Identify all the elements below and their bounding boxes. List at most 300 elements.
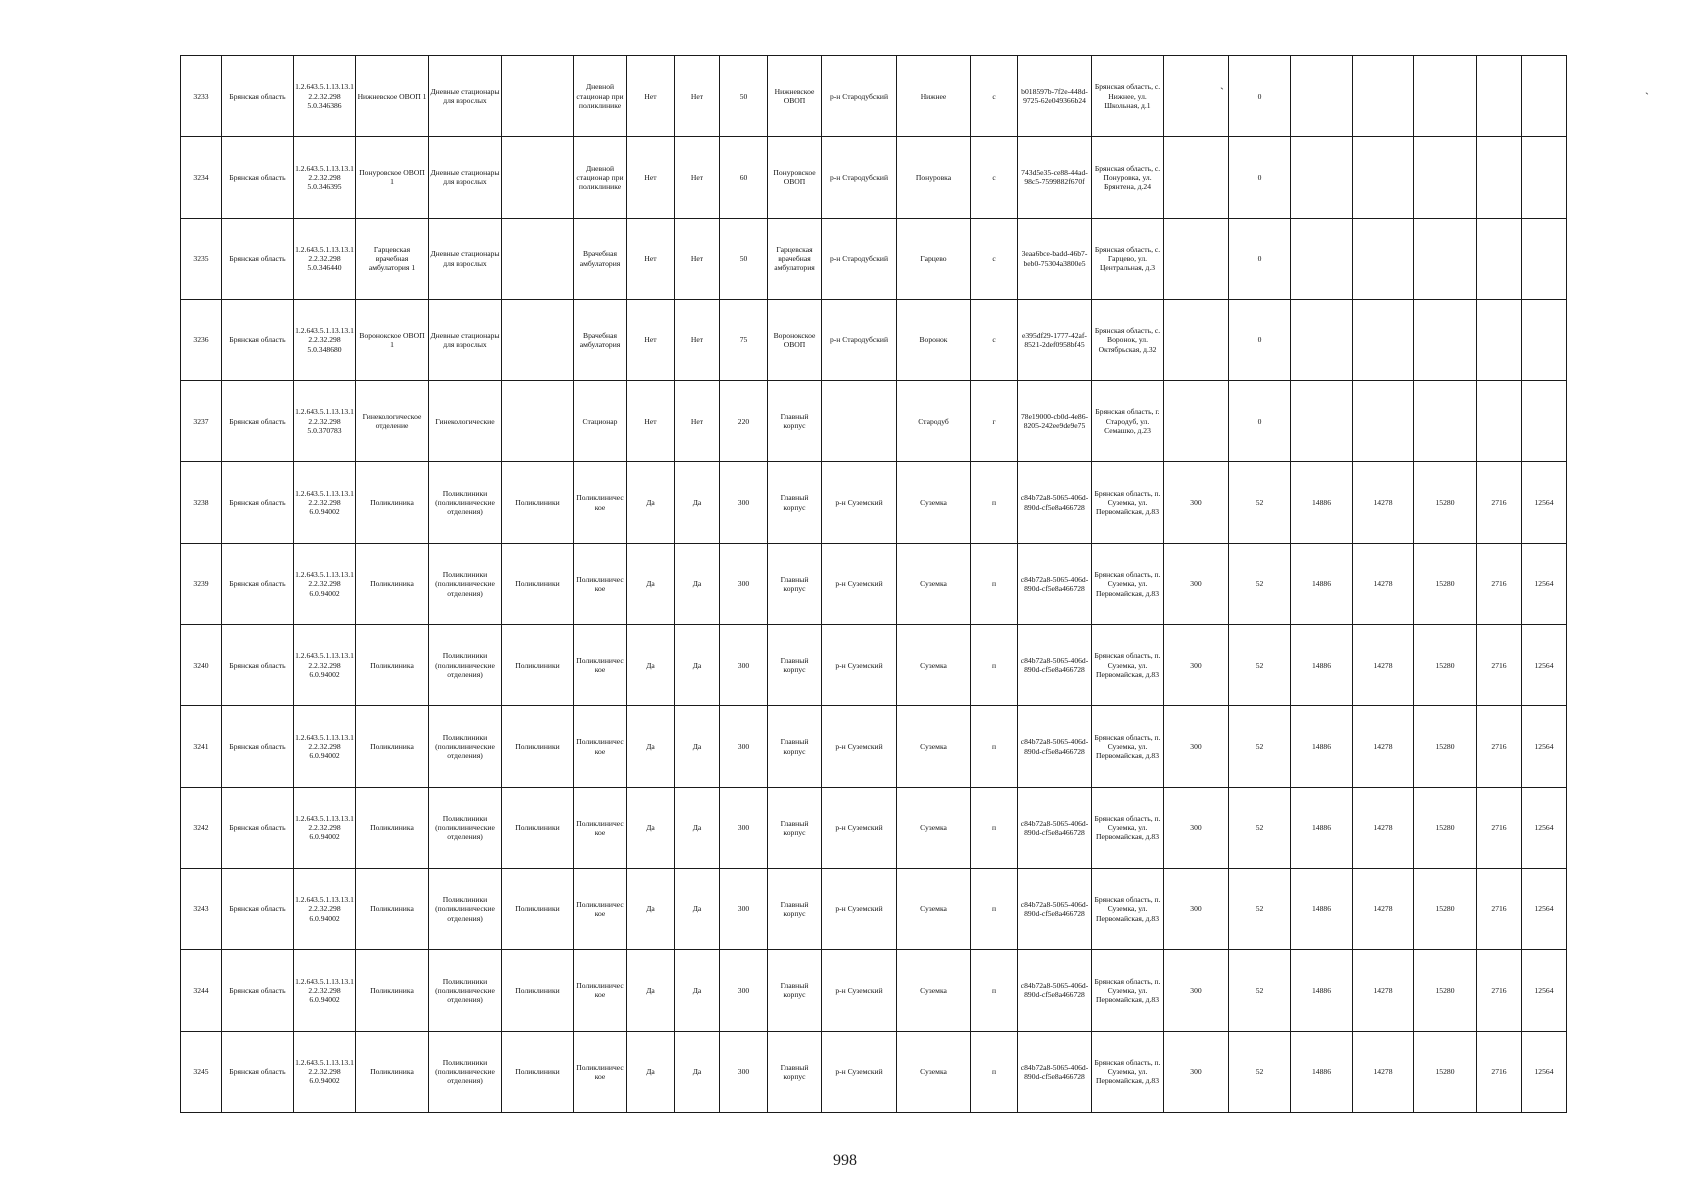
- oid-cell: 1.2.643.5.1.13.13.12.2.32.298 6.0.94002: [294, 706, 356, 787]
- guid-cell: c84b72a8-5065-406d-890d-cf5e8a466728: [1018, 1031, 1092, 1112]
- address-cell: Брянская область, п. Суземка, ул. Первомайская, д.83: [1092, 868, 1164, 949]
- locality-type-cell: п: [971, 787, 1018, 868]
- address-cell: Брянская область, г. Стародуб, ул. Семашко, д.23: [1092, 381, 1164, 462]
- organization-cell: Поликлиника: [356, 543, 429, 624]
- value-6-cell: [1477, 299, 1522, 380]
- value-2-cell: 52: [1229, 950, 1291, 1031]
- address-cell: Брянская область, п. Суземка, ул. Первомайская, д.83: [1092, 625, 1164, 706]
- value-4-cell: 14278: [1353, 625, 1414, 706]
- page-number: 998: [833, 1152, 857, 1169]
- value-3-cell: [1291, 137, 1353, 218]
- unit-kind-cell: Врачебная амбулатория: [574, 218, 627, 299]
- guid-cell: c84b72a8-5065-406d-890d-cf5e8a466728: [1018, 787, 1092, 868]
- value-1-cell: [1164, 137, 1229, 218]
- subdivision-cell: Поликлиники: [502, 543, 574, 624]
- value-6-cell: 2716: [1477, 706, 1522, 787]
- guid-cell: e395df29-1777-42af-8521-2def0958bf45: [1018, 299, 1092, 380]
- bed-profile-cell: Поликлиники (поликлинические отделения): [429, 868, 502, 949]
- value-6-cell: [1477, 218, 1522, 299]
- district-cell: р-н Суземский: [822, 868, 897, 949]
- flag-1-cell: Нет: [627, 137, 675, 218]
- locality-type-cell: п: [971, 868, 1018, 949]
- unit-kind-cell: Поликлиническое: [574, 950, 627, 1031]
- value-3-cell: 14886: [1291, 950, 1353, 1031]
- flag-2-cell: Да: [675, 543, 720, 624]
- region-cell: Брянская область: [222, 787, 294, 868]
- table-row: [181, 137, 1567, 218]
- guid-cell: c84b72a8-5065-406d-890d-cf5e8a466728: [1018, 625, 1092, 706]
- subdivision-cell: [502, 137, 574, 218]
- locality-type-cell: п: [971, 543, 1018, 624]
- value-7-cell: [1522, 137, 1567, 218]
- subdivision-cell: [502, 218, 574, 299]
- flag-2-cell: Нет: [675, 137, 720, 218]
- locality-cell: Стародуб: [897, 381, 971, 462]
- value-5-cell: 15280: [1414, 787, 1477, 868]
- oid-cell: 1.2.643.5.1.13.13.12.2.32.298 5.0.348680: [294, 299, 356, 380]
- flag-1-cell: Да: [627, 950, 675, 1031]
- value-1-cell: [1164, 381, 1229, 462]
- row-number-cell: 3244: [181, 950, 222, 1031]
- flag-2-cell: Да: [675, 787, 720, 868]
- unit-kind-cell: Поликлиническое: [574, 625, 627, 706]
- guid-cell: c84b72a8-5065-406d-890d-cf5e8a466728: [1018, 868, 1092, 949]
- unit-kind-cell: Поликлиническое: [574, 868, 627, 949]
- bed-profile-cell: Поликлиники (поликлинические отделения): [429, 950, 502, 1031]
- value-2-cell: 0: [1229, 218, 1291, 299]
- value-2-cell: 52: [1229, 868, 1291, 949]
- locality-cell: Суземка: [897, 706, 971, 787]
- capacity-cell: 300: [720, 1031, 768, 1112]
- value-4-cell: 14278: [1353, 787, 1414, 868]
- value-1-cell: 300: [1164, 462, 1229, 543]
- district-cell: р-н Суземский: [822, 625, 897, 706]
- oid-cell: 1.2.643.5.1.13.13.12.2.32.298 5.0.346386: [294, 56, 356, 137]
- district-cell: р-н Суземский: [822, 462, 897, 543]
- value-5-cell: [1414, 299, 1477, 380]
- region-cell: Брянская область: [222, 381, 294, 462]
- building-cell: Главный корпус: [768, 543, 822, 624]
- value-4-cell: 14278: [1353, 868, 1414, 949]
- locality-cell: Понуровка: [897, 137, 971, 218]
- oid-cell: 1.2.643.5.1.13.13.12.2.32.298 6.0.94002: [294, 1031, 356, 1112]
- bed-profile-cell: Дневные стационары для взрослых: [429, 56, 502, 137]
- scan-mark: `: [1220, 85, 1224, 99]
- district-cell: р-н Суземский: [822, 1031, 897, 1112]
- organization-cell: Поликлиника: [356, 950, 429, 1031]
- region-cell: Брянская область: [222, 868, 294, 949]
- locality-cell: Суземка: [897, 868, 971, 949]
- value-5-cell: [1414, 218, 1477, 299]
- bed-profile-cell: Поликлиники (поликлинические отделения): [429, 706, 502, 787]
- address-cell: Брянская область, с. Нижнее, ул. Школьная, д.1: [1092, 56, 1164, 137]
- district-cell: р-н Стародубский: [822, 137, 897, 218]
- district-cell: р-н Суземский: [822, 950, 897, 1031]
- table-row: [181, 706, 1567, 787]
- flag-2-cell: Нет: [675, 381, 720, 462]
- registry-table-body: [181, 56, 1567, 1113]
- flag-1-cell: Нет: [627, 218, 675, 299]
- value-2-cell: 52: [1229, 543, 1291, 624]
- value-5-cell: 15280: [1414, 462, 1477, 543]
- value-5-cell: 15280: [1414, 1031, 1477, 1112]
- guid-cell: 743d5e35-ce88-44ad-98c5-7599882f670f: [1018, 137, 1092, 218]
- value-1-cell: [1164, 299, 1229, 380]
- flag-2-cell: Нет: [675, 218, 720, 299]
- flag-2-cell: Да: [675, 625, 720, 706]
- capacity-cell: 300: [720, 787, 768, 868]
- oid-cell: 1.2.643.5.1.13.13.12.2.32.298 5.0.346395: [294, 137, 356, 218]
- flag-2-cell: Да: [675, 706, 720, 787]
- value-7-cell: 12564: [1522, 950, 1567, 1031]
- value-6-cell: 2716: [1477, 868, 1522, 949]
- capacity-cell: 300: [720, 950, 768, 1031]
- row-number-cell: 3234: [181, 137, 222, 218]
- value-7-cell: [1522, 218, 1567, 299]
- capacity-cell: 300: [720, 462, 768, 543]
- table-row: [181, 56, 1567, 137]
- subdivision-cell: Поликлиники: [502, 706, 574, 787]
- unit-kind-cell: Поликлиническое: [574, 462, 627, 543]
- subdivision-cell: Поликлиники: [502, 787, 574, 868]
- table-row: [181, 218, 1567, 299]
- bed-profile-cell: Поликлиники (поликлинические отделения): [429, 462, 502, 543]
- row-number-cell: 3235: [181, 218, 222, 299]
- row-number-cell: 3241: [181, 706, 222, 787]
- bed-profile-cell: Поликлиники (поликлинические отделения): [429, 787, 502, 868]
- capacity-cell: 50: [720, 218, 768, 299]
- table-row: [181, 462, 1567, 543]
- row-number-cell: 3240: [181, 625, 222, 706]
- district-cell: р-н Суземский: [822, 706, 897, 787]
- value-2-cell: 0: [1229, 56, 1291, 137]
- flag-1-cell: Да: [627, 625, 675, 706]
- guid-cell: c84b72a8-5065-406d-890d-cf5e8a466728: [1018, 543, 1092, 624]
- address-cell: Брянская область, с. Воронок, ул. Октябрьская, д.32: [1092, 299, 1164, 380]
- subdivision-cell: [502, 56, 574, 137]
- value-6-cell: [1477, 56, 1522, 137]
- organization-cell: Гарцевская врачебная амбулатория 1: [356, 218, 429, 299]
- table-row: [181, 1031, 1567, 1112]
- locality-cell: Суземка: [897, 462, 971, 543]
- value-5-cell: 15280: [1414, 868, 1477, 949]
- value-2-cell: 52: [1229, 1031, 1291, 1112]
- value-3-cell: 14886: [1291, 543, 1353, 624]
- value-1-cell: 300: [1164, 625, 1229, 706]
- flag-2-cell: Да: [675, 1031, 720, 1112]
- address-cell: Брянская область, п. Суземка, ул. Первомайская, д.83: [1092, 543, 1164, 624]
- unit-kind-cell: Поликлиническое: [574, 706, 627, 787]
- district-cell: р-н Стародубский: [822, 56, 897, 137]
- address-cell: Брянская область, п. Суземка, ул. Первомайская, д.83: [1092, 950, 1164, 1031]
- unit-kind-cell: Поликлиническое: [574, 543, 627, 624]
- organization-cell: Поликлиника: [356, 706, 429, 787]
- district-cell: р-н Суземский: [822, 787, 897, 868]
- organization-cell: Поликлиника: [356, 1031, 429, 1112]
- value-7-cell: 12564: [1522, 1031, 1567, 1112]
- building-cell: Главный корпус: [768, 462, 822, 543]
- value-3-cell: 14886: [1291, 706, 1353, 787]
- region-cell: Брянская область: [222, 56, 294, 137]
- oid-cell: 1.2.643.5.1.13.13.12.2.32.298 6.0.94002: [294, 950, 356, 1031]
- table-row: [181, 950, 1567, 1031]
- address-cell: Брянская область, п. Суземка, ул. Первомайская, д.83: [1092, 462, 1164, 543]
- flag-2-cell: Нет: [675, 299, 720, 380]
- value-3-cell: 14886: [1291, 868, 1353, 949]
- value-1-cell: [1164, 56, 1229, 137]
- value-2-cell: 52: [1229, 625, 1291, 706]
- locality-cell: Суземка: [897, 950, 971, 1031]
- guid-cell: 3eaa6bce-badd-46b7-beb0-75304a3800e5: [1018, 218, 1092, 299]
- value-7-cell: 12564: [1522, 462, 1567, 543]
- value-4-cell: [1353, 56, 1414, 137]
- region-cell: Брянская область: [222, 625, 294, 706]
- value-7-cell: [1522, 381, 1567, 462]
- flag-1-cell: Да: [627, 462, 675, 543]
- value-1-cell: 300: [1164, 543, 1229, 624]
- value-4-cell: 14278: [1353, 543, 1414, 624]
- flag-1-cell: Да: [627, 868, 675, 949]
- locality-cell: Суземка: [897, 625, 971, 706]
- building-cell: Главный корпус: [768, 625, 822, 706]
- value-2-cell: 0: [1229, 381, 1291, 462]
- value-4-cell: [1353, 299, 1414, 380]
- row-number-cell: 3242: [181, 787, 222, 868]
- subdivision-cell: Поликлиники: [502, 1031, 574, 1112]
- address-cell: Брянская область, с. Гарцево, ул. Центральная, д.3: [1092, 218, 1164, 299]
- value-4-cell: 14278: [1353, 1031, 1414, 1112]
- value-7-cell: 12564: [1522, 625, 1567, 706]
- oid-cell: 1.2.643.5.1.13.13.12.2.32.298 5.0.346440: [294, 218, 356, 299]
- bed-profile-cell: Гинекологические: [429, 381, 502, 462]
- locality-type-cell: п: [971, 462, 1018, 543]
- value-5-cell: 15280: [1414, 625, 1477, 706]
- capacity-cell: 75: [720, 299, 768, 380]
- registry-table: [180, 55, 1567, 1113]
- locality-type-cell: с: [971, 218, 1018, 299]
- value-7-cell: [1522, 299, 1567, 380]
- building-cell: Понуровское ОВОП: [768, 137, 822, 218]
- value-5-cell: 15280: [1414, 950, 1477, 1031]
- flag-2-cell: Да: [675, 462, 720, 543]
- guid-cell: c84b72a8-5065-406d-890d-cf5e8a466728: [1018, 706, 1092, 787]
- value-2-cell: 0: [1229, 299, 1291, 380]
- flag-1-cell: Да: [627, 706, 675, 787]
- organization-cell: Поликлиника: [356, 868, 429, 949]
- organization-cell: Поликлиника: [356, 462, 429, 543]
- value-5-cell: 15280: [1414, 706, 1477, 787]
- region-cell: Брянская область: [222, 218, 294, 299]
- locality-cell: Суземка: [897, 1031, 971, 1112]
- address-cell: Брянская область, п. Суземка, ул. Первомайская, д.83: [1092, 1031, 1164, 1112]
- subdivision-cell: [502, 299, 574, 380]
- organization-cell: Поликлиника: [356, 625, 429, 706]
- capacity-cell: 300: [720, 868, 768, 949]
- value-1-cell: 300: [1164, 950, 1229, 1031]
- flag-2-cell: Нет: [675, 56, 720, 137]
- bed-profile-cell: Поликлиники (поликлинические отделения): [429, 1031, 502, 1112]
- oid-cell: 1.2.643.5.1.13.13.12.2.32.298 6.0.94002: [294, 787, 356, 868]
- flag-1-cell: Нет: [627, 299, 675, 380]
- flag-1-cell: Нет: [627, 381, 675, 462]
- value-2-cell: 0: [1229, 137, 1291, 218]
- unit-kind-cell: Врачебная амбулатория: [574, 299, 627, 380]
- unit-kind-cell: Дневной стационар при поликлинике: [574, 56, 627, 137]
- region-cell: Брянская область: [222, 1031, 294, 1112]
- value-3-cell: [1291, 299, 1353, 380]
- subdivision-cell: Поликлиники: [502, 462, 574, 543]
- row-number-cell: 3239: [181, 543, 222, 624]
- value-1-cell: [1164, 218, 1229, 299]
- value-4-cell: 14278: [1353, 950, 1414, 1031]
- locality-type-cell: с: [971, 137, 1018, 218]
- capacity-cell: 300: [720, 706, 768, 787]
- flag-1-cell: Нет: [627, 56, 675, 137]
- subdivision-cell: [502, 381, 574, 462]
- value-1-cell: 300: [1164, 787, 1229, 868]
- guid-cell: c84b72a8-5065-406d-890d-cf5e8a466728: [1018, 950, 1092, 1031]
- value-1-cell: 300: [1164, 868, 1229, 949]
- value-3-cell: [1291, 56, 1353, 137]
- flag-1-cell: Да: [627, 543, 675, 624]
- value-1-cell: 300: [1164, 1031, 1229, 1112]
- organization-cell: Нижневское ОВОП 1: [356, 56, 429, 137]
- district-cell: р-н Стародубский: [822, 218, 897, 299]
- capacity-cell: 50: [720, 56, 768, 137]
- bed-profile-cell: Поликлиники (поликлинические отделения): [429, 543, 502, 624]
- oid-cell: 1.2.643.5.1.13.13.12.2.32.298 6.0.94002: [294, 462, 356, 543]
- row-number-cell: 3233: [181, 56, 222, 137]
- value-4-cell: [1353, 381, 1414, 462]
- oid-cell: 1.2.643.5.1.13.13.12.2.32.298 5.0.370783: [294, 381, 356, 462]
- locality-type-cell: п: [971, 625, 1018, 706]
- value-1-cell: 300: [1164, 706, 1229, 787]
- unit-kind-cell: Стационар: [574, 381, 627, 462]
- district-cell: [822, 381, 897, 462]
- value-2-cell: 52: [1229, 462, 1291, 543]
- table-row: [181, 625, 1567, 706]
- row-number-cell: 3245: [181, 1031, 222, 1112]
- value-6-cell: 2716: [1477, 462, 1522, 543]
- unit-kind-cell: Дневной стационар при поликлинике: [574, 137, 627, 218]
- row-number-cell: 3243: [181, 868, 222, 949]
- locality-cell: Суземка: [897, 543, 971, 624]
- subdivision-cell: Поликлиники: [502, 950, 574, 1031]
- locality-type-cell: с: [971, 299, 1018, 380]
- value-3-cell: [1291, 218, 1353, 299]
- organization-cell: Поликлиника: [356, 787, 429, 868]
- locality-type-cell: п: [971, 706, 1018, 787]
- bed-profile-cell: Дневные стационары для взрослых: [429, 218, 502, 299]
- building-cell: Главный корпус: [768, 1031, 822, 1112]
- region-cell: Брянская область: [222, 543, 294, 624]
- building-cell: Главный корпус: [768, 868, 822, 949]
- value-6-cell: 2716: [1477, 543, 1522, 624]
- value-2-cell: 52: [1229, 706, 1291, 787]
- region-cell: Брянская область: [222, 950, 294, 1031]
- locality-type-cell: п: [971, 950, 1018, 1031]
- row-number-cell: 3236: [181, 299, 222, 380]
- locality-type-cell: п: [971, 1031, 1018, 1112]
- value-3-cell: [1291, 381, 1353, 462]
- value-5-cell: [1414, 56, 1477, 137]
- row-number-cell: 3238: [181, 462, 222, 543]
- value-7-cell: 12564: [1522, 543, 1567, 624]
- locality-type-cell: г: [971, 381, 1018, 462]
- value-4-cell: [1353, 218, 1414, 299]
- bed-profile-cell: Дневные стационары для взрослых: [429, 137, 502, 218]
- value-2-cell: 52: [1229, 787, 1291, 868]
- table-row: [181, 868, 1567, 949]
- region-cell: Брянская область: [222, 706, 294, 787]
- guid-cell: 78e19000-cb0d-4e86-8205-242ee9de9e75: [1018, 381, 1092, 462]
- district-cell: р-н Стародубский: [822, 299, 897, 380]
- value-3-cell: 14886: [1291, 787, 1353, 868]
- value-6-cell: 2716: [1477, 625, 1522, 706]
- value-6-cell: [1477, 381, 1522, 462]
- oid-cell: 1.2.643.5.1.13.13.12.2.32.298 6.0.94002: [294, 868, 356, 949]
- unit-kind-cell: Поликлиническое: [574, 1031, 627, 1112]
- region-cell: Брянская область: [222, 137, 294, 218]
- value-6-cell: 2716: [1477, 950, 1522, 1031]
- building-cell: Главный корпус: [768, 706, 822, 787]
- locality-cell: Суземка: [897, 787, 971, 868]
- address-cell: Брянская область, п. Суземка, ул. Первомайская, д.83: [1092, 787, 1164, 868]
- locality-cell: Гарцево: [897, 218, 971, 299]
- address-cell: Брянская область, с. Понуровка, ул. Брянтена, д.24: [1092, 137, 1164, 218]
- value-5-cell: 15280: [1414, 543, 1477, 624]
- value-3-cell: 14886: [1291, 625, 1353, 706]
- guid-cell: b018597b-7f2e-448d-9725-62e049366b24: [1018, 56, 1092, 137]
- organization-cell: Понуровское ОВОП 1: [356, 137, 429, 218]
- row-number-cell: 3237: [181, 381, 222, 462]
- capacity-cell: 220: [720, 381, 768, 462]
- table-row: [181, 299, 1567, 380]
- capacity-cell: 60: [720, 137, 768, 218]
- guid-cell: c84b72a8-5065-406d-890d-cf5e8a466728: [1018, 462, 1092, 543]
- organization-cell: Гинекологическое отделение: [356, 381, 429, 462]
- locality-cell: Воронок: [897, 299, 971, 380]
- building-cell: Гарцевская врачебная амбулатория: [768, 218, 822, 299]
- value-3-cell: 14886: [1291, 462, 1353, 543]
- table-row: [181, 787, 1567, 868]
- locality-cell: Нижнее: [897, 56, 971, 137]
- value-6-cell: [1477, 137, 1522, 218]
- subdivision-cell: Поликлиники: [502, 868, 574, 949]
- value-7-cell: 12564: [1522, 706, 1567, 787]
- value-6-cell: 2716: [1477, 787, 1522, 868]
- value-7-cell: [1522, 56, 1567, 137]
- value-7-cell: 12564: [1522, 868, 1567, 949]
- building-cell: Главный корпус: [768, 381, 822, 462]
- value-7-cell: 12564: [1522, 787, 1567, 868]
- building-cell: Главный корпус: [768, 950, 822, 1031]
- flag-1-cell: Да: [627, 1031, 675, 1112]
- locality-type-cell: с: [971, 56, 1018, 137]
- table-row: [181, 381, 1567, 462]
- bed-profile-cell: Дневные стационары для взрослых: [429, 299, 502, 380]
- value-6-cell: 2716: [1477, 1031, 1522, 1112]
- scan-mark: `: [1645, 90, 1649, 104]
- capacity-cell: 300: [720, 625, 768, 706]
- building-cell: Главный корпус: [768, 787, 822, 868]
- oid-cell: 1.2.643.5.1.13.13.12.2.32.298 6.0.94002: [294, 543, 356, 624]
- value-3-cell: 14886: [1291, 1031, 1353, 1112]
- capacity-cell: 300: [720, 543, 768, 624]
- unit-kind-cell: Поликлиническое: [574, 787, 627, 868]
- value-4-cell: 14278: [1353, 462, 1414, 543]
- subdivision-cell: Поликлиники: [502, 625, 574, 706]
